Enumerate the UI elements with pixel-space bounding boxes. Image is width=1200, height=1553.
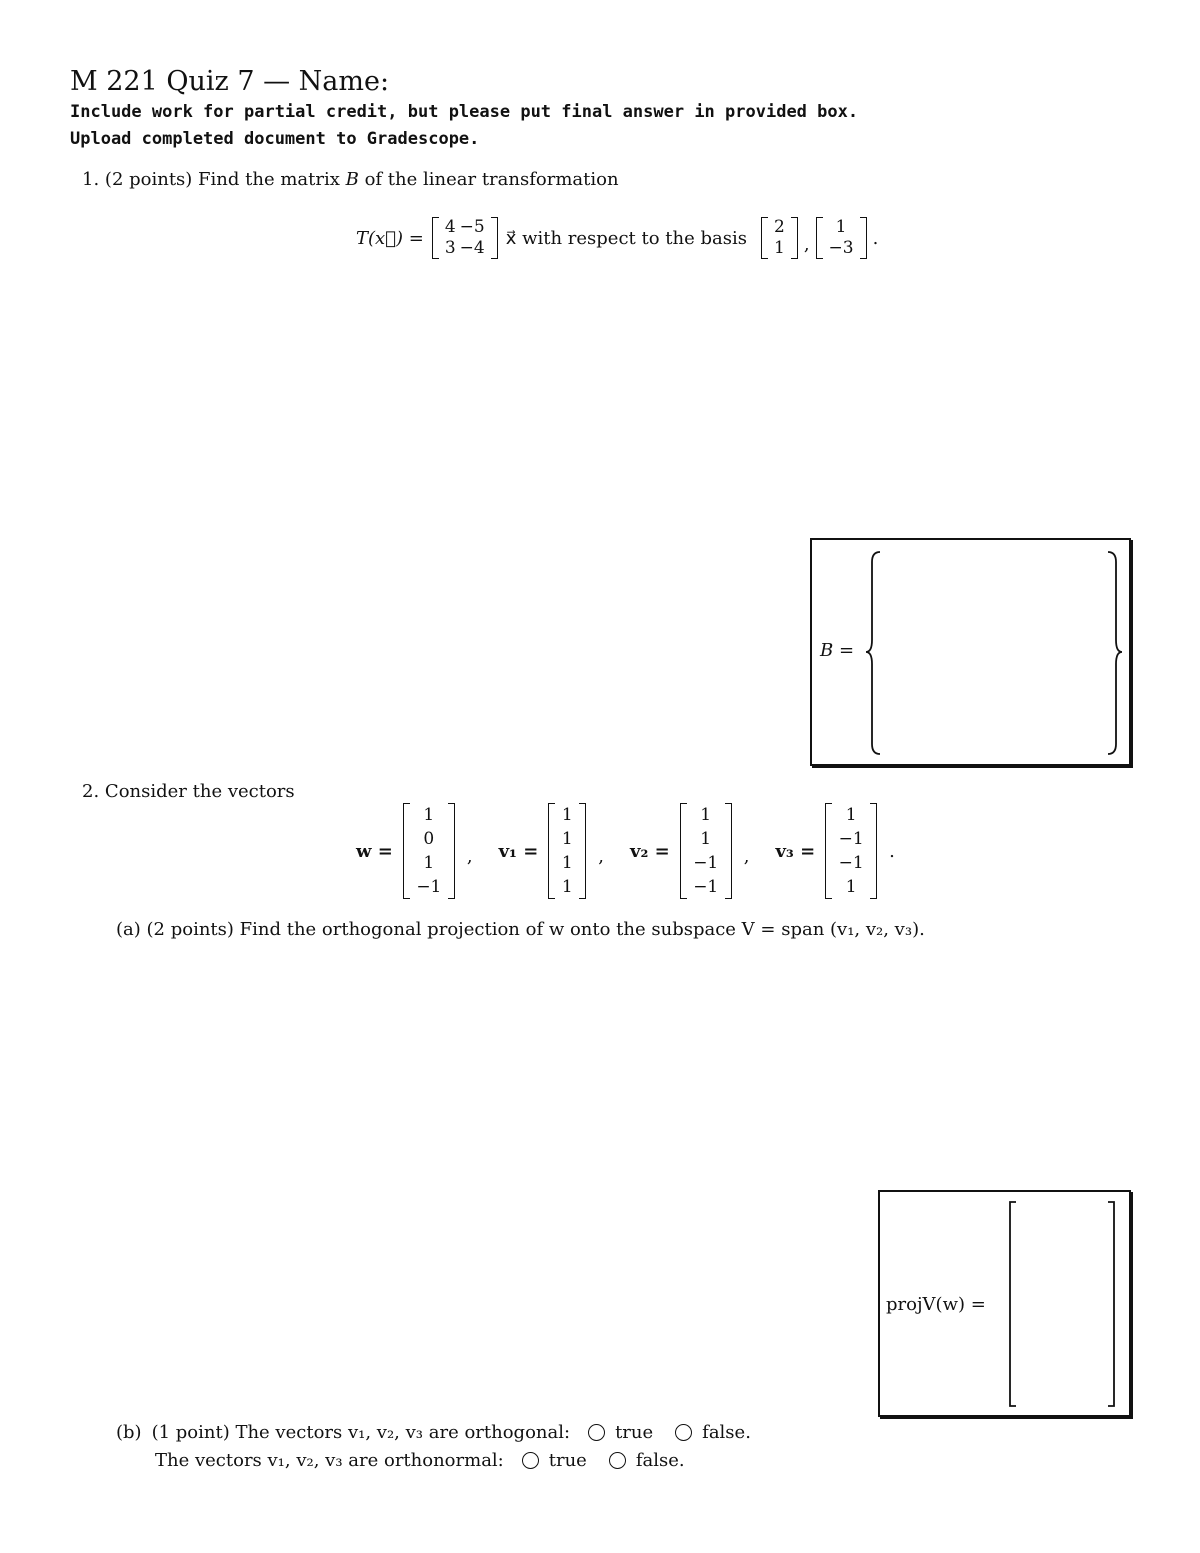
q2a-answer-label: projV(w) =	[886, 1294, 986, 1315]
instruction-upload: Upload completed document to Gradescope.	[70, 129, 480, 149]
q2-w-vector	[403, 803, 455, 899]
vector-cell: 1	[423, 853, 435, 873]
q1-basis-cell: −3	[828, 238, 854, 258]
q2b-orthogonal-row	[116, 1422, 773, 1443]
q2-v2-vector	[680, 803, 732, 899]
q2a-answer-box[interactable]	[878, 1190, 1131, 1417]
q2b-label: (b)	[116, 1422, 142, 1443]
option-label: false.	[635, 1450, 685, 1471]
vector-cell: 1	[561, 829, 573, 849]
vector-cell: 1	[700, 829, 712, 849]
instruction-partial-credit: Include work for partial credit, but please put final answer in provided box.	[70, 102, 859, 122]
q1-number: 1.	[82, 169, 100, 190]
q2a-label: (a)	[116, 919, 141, 940]
vector-cell: 1	[561, 805, 573, 825]
q2-comma: ,	[466, 845, 473, 867]
q1-answer-braces	[864, 548, 1124, 758]
vector-cell: 1	[845, 877, 857, 897]
q1-basis-comma: ,	[803, 233, 810, 255]
quiz-title: M 221 Quiz 7 — Name:	[70, 66, 390, 97]
q2-v3-vector	[825, 803, 877, 899]
vector-cell: 1	[700, 805, 712, 825]
q2-comma: ,	[743, 845, 750, 867]
q2b-orthonormal-row	[155, 1450, 707, 1471]
option-label: false.	[702, 1422, 751, 1443]
q2b-line2: The vectors v₁, v₂, v₃ are orthonormal:	[155, 1450, 504, 1471]
q2-prompt	[82, 781, 295, 802]
q2-period: .	[889, 840, 895, 862]
q1-matrix-cell: −5	[459, 217, 485, 237]
q2-vectors	[356, 800, 895, 902]
radio-circle-icon[interactable]	[609, 1452, 626, 1469]
q1-matrix	[432, 217, 498, 259]
q2a-text: (2 points) Find the orthogonal projection of w onto the subspace V = span (v₁, v₂, v₃).	[146, 919, 925, 940]
q2-prompt-text: Consider the vectors	[104, 781, 295, 802]
q1-matrix-cell: 4	[444, 217, 456, 237]
radio-circle-icon[interactable]	[675, 1424, 692, 1441]
q1-basis-vector-2	[816, 217, 867, 259]
radio-circle-icon[interactable]	[588, 1424, 605, 1441]
q2-v3-label: v₃ =	[775, 840, 816, 862]
q1-answer-label: B =	[820, 640, 855, 661]
vector-cell: −1	[693, 877, 719, 897]
q1-basis-cell: 1	[773, 238, 785, 258]
orthogonal-true-option[interactable]	[588, 1422, 653, 1443]
q1-period: .	[872, 227, 879, 249]
q1-after-matrix: x⃗ with respect to the basis	[505, 227, 747, 249]
vector-cell: −1	[838, 853, 864, 873]
vector-cell: 1	[561, 877, 573, 897]
q2-v2-label: v₂ =	[630, 840, 670, 862]
q1-matrix-cell: 3	[444, 238, 456, 258]
q1-answer-box[interactable]	[810, 538, 1131, 766]
q2-number: 2.	[82, 781, 100, 802]
q1-prompt-text: (2 points) Find the matrix	[104, 169, 340, 190]
vector-cell: 1	[845, 805, 857, 825]
q2-v1-label: v₁ =	[498, 840, 539, 862]
q1-basis-cell: 2	[773, 217, 785, 237]
vector-cell: 0	[423, 829, 435, 849]
q2-v1-vector	[548, 803, 586, 899]
q1-transformation	[356, 212, 878, 264]
radio-circle-icon[interactable]	[522, 1452, 539, 1469]
q1-lhs: T(x⃗) =	[356, 227, 424, 249]
q2a-prompt	[116, 919, 925, 940]
q2b-line1: (1 point) The vectors v₁, v₂, v₃ are orthogonal:	[151, 1422, 571, 1443]
q2-comma: ,	[598, 845, 605, 867]
q2-w-label: w =	[356, 840, 393, 862]
option-label: true	[615, 1422, 654, 1443]
orthonormal-false-option[interactable]	[609, 1450, 685, 1471]
vector-cell: 1	[423, 805, 435, 825]
vector-cell: −1	[416, 877, 442, 897]
orthonormal-true-option[interactable]	[522, 1450, 587, 1471]
q1-var: B	[345, 169, 359, 190]
vector-cell: −1	[838, 829, 864, 849]
q1-prompt	[82, 169, 619, 190]
q1-basis-cell: 1	[835, 217, 847, 237]
q2a-answer-brackets	[1006, 1200, 1118, 1408]
option-label: true	[548, 1450, 587, 1471]
q1-prompt-end: of the linear transformation	[364, 169, 619, 190]
orthogonal-false-option[interactable]	[675, 1422, 751, 1443]
vector-cell: 1	[561, 853, 573, 873]
q1-matrix-cell: −4	[459, 238, 485, 258]
q1-basis-vector-1	[761, 217, 798, 259]
vector-cell: −1	[693, 853, 719, 873]
